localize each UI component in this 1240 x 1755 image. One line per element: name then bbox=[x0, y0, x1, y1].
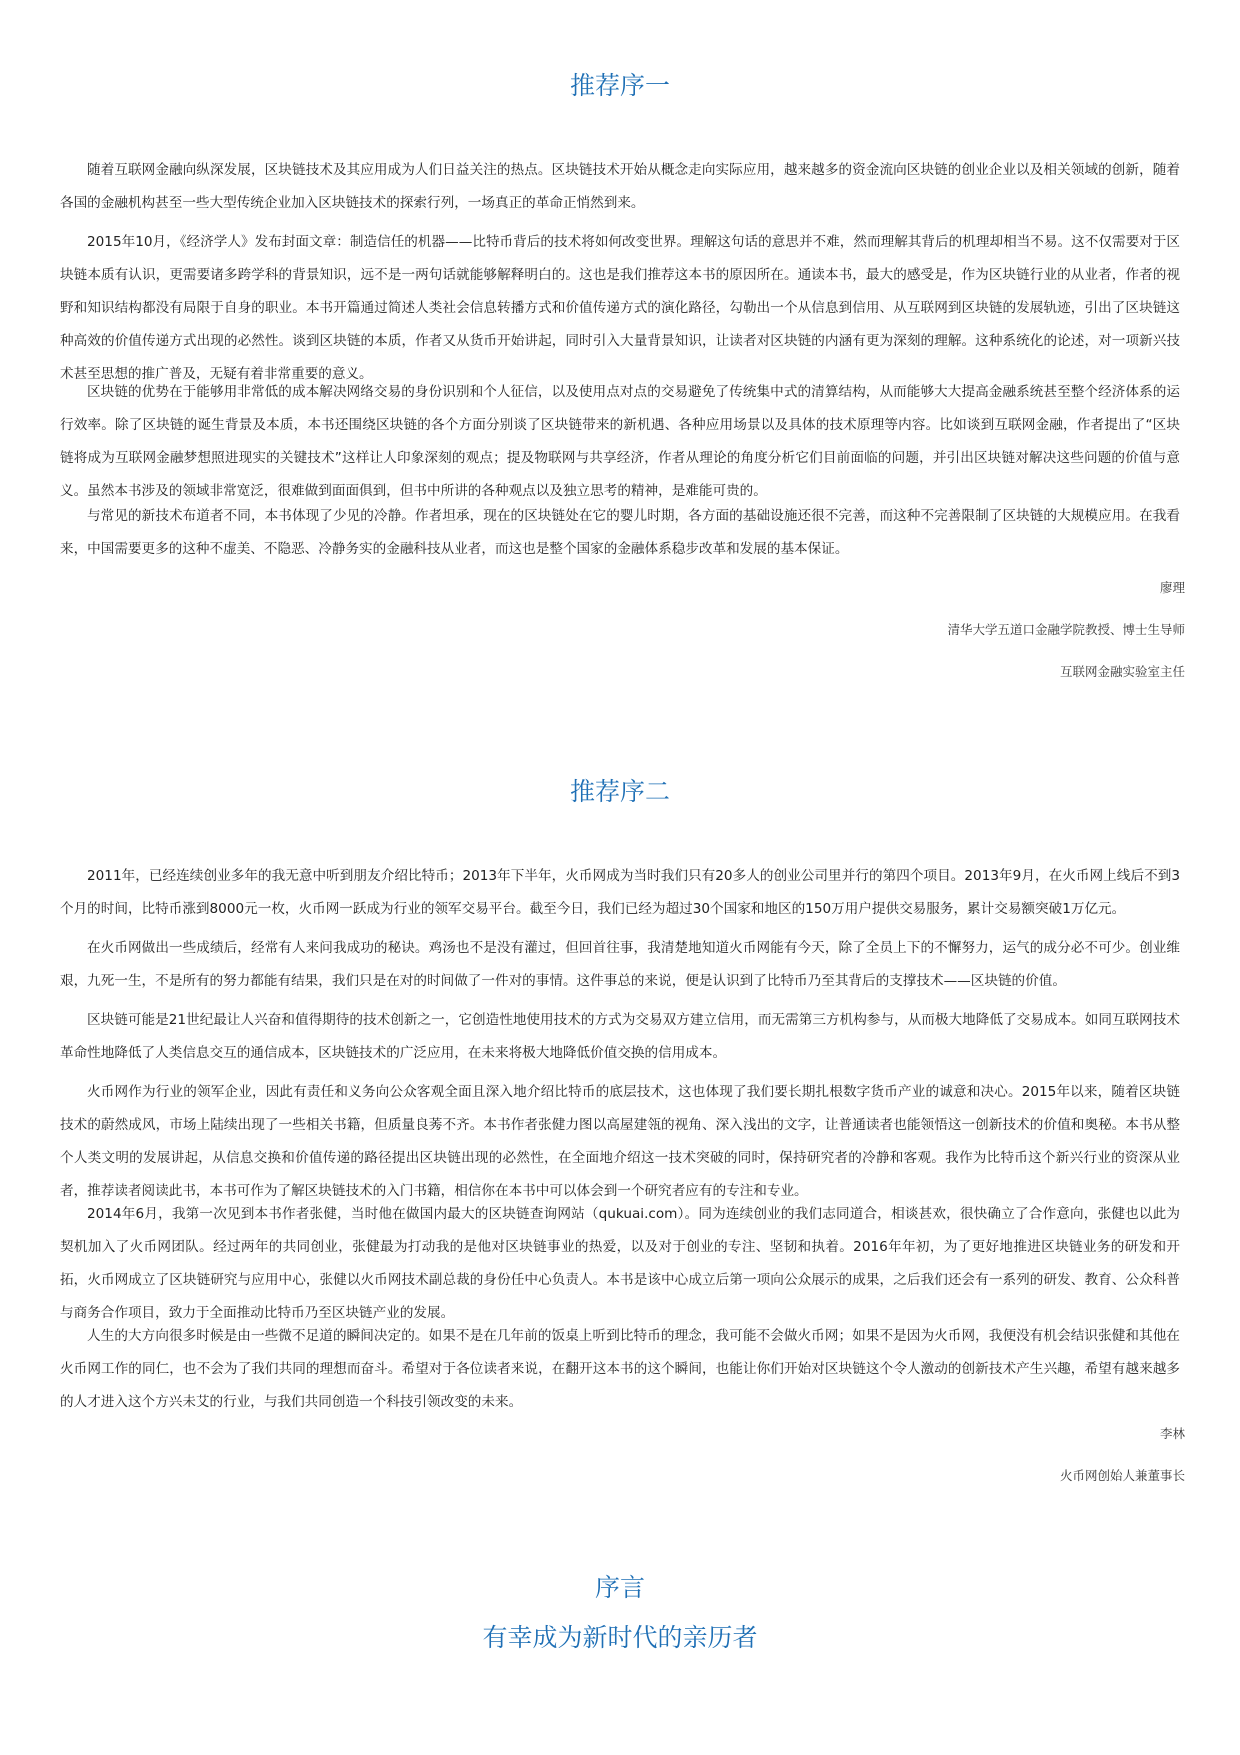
section1-paragraph: 2015年10月，《经济学人》发布封面文章：制造信任的机器——比特币背后的技术将如何改变世界。理解这句话的意思并不难，然而理解其背后的机理却相当不易。这不仅需要对于区块链本质有认识，更需要诸多跨学科的背景知识，远不是一两句话就能够解释明白的。这也是我们推荐这本书的原因所在。通读本书，最大的感受是，作为区块链行业的从业者，作者的视野和知识结构都没有局限于自身的职业。本书开篇通过简述人类社会信息转播方式和价值传递方式的演化路径，勾勒出一个从信息到信用、从互联网到区块链的发展轨迹，引出了区块链这种高效的价值传递方式出现的必然性。谈到区块链的本质，作者又从货币开始讲起，同时引入大量背景知识，让读者对区块链的内涵有更为深刻的理解。这种系统化的论述，对一项新兴技术甚至思想的推广普及，无疑有着非常重要的意义。 bbox=[60, 234, 1180, 382]
section2-paragraph: 2011年，已经连续创业多年的我无意中听到朋友介绍比特币；2013年下半年，火币网成为当时我们只有20多人的创业公司里并行的第四个项目。2013年9月，在火币网上线后不到3个月的时间，比特币涨到8000元一枚，火币网一跃成为行业的领军交易平台。截至今日，我们已经为超过30个国家和地区的150万用户提供交易服务，累计交易额突破1万亿元。 bbox=[60, 868, 1180, 917]
section1-signature-name: 廖理 bbox=[1159, 580, 1185, 595]
section3-title: 序言 bbox=[594, 1573, 645, 1602]
section2-signature-name: 李林 bbox=[1159, 1426, 1185, 1441]
section1-signature-role: 互联网金融实验室主任 bbox=[1059, 664, 1185, 679]
section2-title: 推荐序二 bbox=[569, 777, 670, 806]
section1-title: 推荐序一 bbox=[569, 71, 670, 100]
section1-paragraph: 与常见的新技术布道者不同，本书体现了少见的冷静。作者坦承，现在的区块链处在它的婴儿时期，各方面的基础设施还很不完善，而这种不完善限制了区块链的大规模应用。在我看来，中国需要更多的这种不虚美、不隐恶、冷静务实的金融科技从业者，而这也是整个国家的金融体系稳步改革和发展的基本保证。 bbox=[60, 508, 1180, 557]
section3-subtitle: 有幸成为新时代的亲历者 bbox=[482, 1623, 758, 1652]
section1-paragraph: 随着互联网金融向纵深发展，区块链技术及其应用成为人们日益关注的热点。区块链技术开始从概念走向实际应用，越来越多的资金流向区块链的创业企业以及相关领域的创新，随着各国的金融机构甚至一些大型传统企业加入区块链技术的探索行列，一场真正的革命正悄然到来。 bbox=[60, 162, 1180, 211]
section1-paragraph: 区块链的优势在于能够用非常低的成本解决网络交易的身份识别和个人征信，以及使用点对点的交易避免了传统集中式的清算结构，从而能够大大提高金融系统甚至整个经济体系的运行效率。除了区块链的诞生背景及本质，本书还围绕区块链的各个方面分别谈了区块链带来的新机遇、各种应用场景以及具体的技术原理等内容。比如谈到互联网金融，作者提出了“区块链将成为互联网金融梦想照进现实的关键技术”这样让人印象深刻的观点；提及物联网与共享经济，作者从理论的角度分析它们目前面临的问题，并引出区块链对解决这些问题的价值与意义。虽然本书涉及的领域非常宽泛，很难做到面面俱到，但书中所讲的各种观点以及独立思考的精神，是难能可贵的。 bbox=[60, 384, 1180, 499]
section1-signature-title: 清华大学五道口金融学院教授、博士生导师 bbox=[947, 622, 1185, 637]
section2-paragraph: 在火币网做出一些成绩后，经常有人来问我成功的秘诀。鸡汤也不是没有灌过，但回首往事，我清楚地知道火币网能有今天，除了全员上下的不懈努力，运气的成分必不可少。创业维艰，九死一生，不是所有的努力都能有结果，我们只是在对的时间做了一件对的事情。这件事总的来说，便是认识到了比特币乃至其背后的支撑技术——区块链的价值。 bbox=[60, 940, 1180, 989]
section2-paragraph: 人生的大方向很多时候是由一些微不足道的瞬间决定的。如果不是在几年前的饭桌上听到比特币的理念，我可能不会做火币网；如果不是因为火币网，我便没有机会结识张健和其他在火币网工作的同仁，也不会为了我们共同的理想而奋斗。希望对于各位读者来说，在翻开这本书的这个瞬间，也能让你们开始对区块链这个令人激动的创新技术产生兴趣，希望有越来越多的人才进入这个方兴未艾的行业，与我们共同创造一个科技引领改变的未来。 bbox=[60, 1328, 1180, 1410]
section2-paragraph: 区块链可能是21世纪最让人兴奋和值得期待的技术创新之一，它创造性地使用技术的方式为交易双方建立信用，而无需第三方机构参与，从而极大地降低了交易成本。如同互联网技术革命性地降低了人类信息交互的通信成本，区块链技术的广泛应用，在未来将极大地降低价值交换的信用成本。 bbox=[60, 1012, 1180, 1061]
section2-paragraph: 火币网作为行业的领军企业，因此有责任和义务向公众客观全面且深入地介绍比特币的底层技术，这也体现了我们要长期扎根数字货币产业的诚意和决心。2015年以来，随着区块链技术的蔚然成风，市场上陆续出现了一些相关书籍，但质量良莠不齐。本书作者张健力图以高屋建瓴的视角、深入浅出的文字，让普通读者也能领悟这一创新技术的价值和奥秘。本书从整个人类文明的发展讲起，从信息交换和价值传递的路径提出区块链出现的必然性，在全面地介绍这一技术突破的同时，保持研究者的冷静和客观。我作为比特币这个新兴行业的资深从业者，推荐读者阅读此书，本书可作为了解区块链技术的入门书籍，相信你在本书中可以体会到一个研究者应有的专注和专业。 bbox=[60, 1084, 1180, 1199]
section2-signature-title: 火币网创始人兼董事长 bbox=[1059, 1468, 1185, 1483]
section2-paragraph: 2014年6月，我第一次见到本书作者张健，当时他在做国内最大的区块链查询网站（qukuai.com）。同为连续创业的我们志同道合，相谈甚欢，很快确立了合作意向，张健也以此为契机加入了火币网团队。经过两年的共同创业，张健最为打动我的是他对区块链事业的热爱，以及对于创业的专注、坚韧和执着。2016年年初，为了更好地推进区块链业务的研发和开拓，火币网成立了区块链研究与应用中心，张健以火币网技术副总裁的身份任中心负责人。本书是该中心成立后第一项向公众展示的成果，之后我们还会有一系列的研发、教育、公众科普与商务合作项目，致力于全面推动比特币乃至区块链产业的发展。 bbox=[60, 1206, 1180, 1321]
